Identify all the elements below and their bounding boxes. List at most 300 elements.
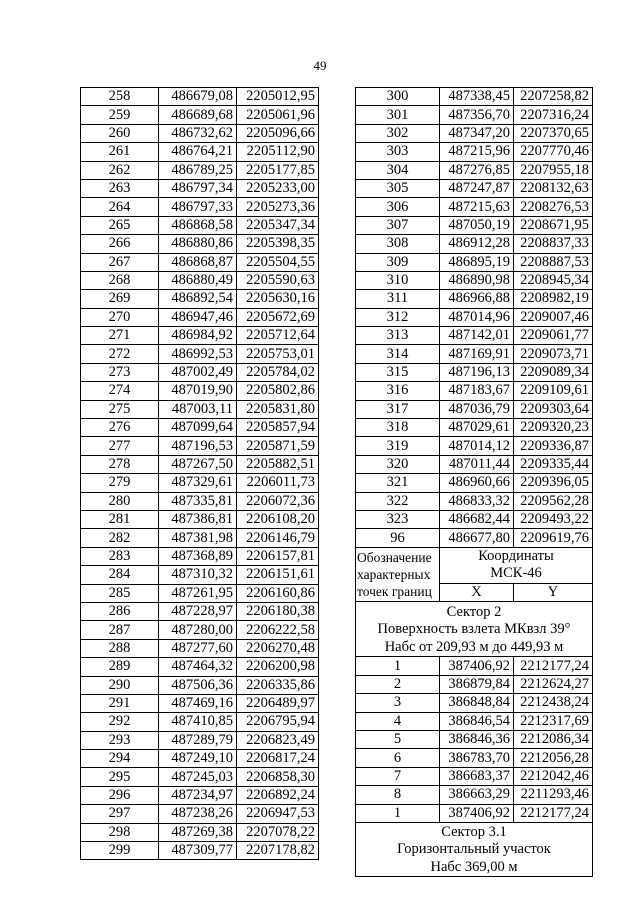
table-row — [356, 437, 593, 455]
table-row — [81, 363, 319, 381]
coord-y: 2209109,61 — [514, 382, 593, 400]
coord-y: 2208276,53 — [514, 198, 593, 216]
header-label-line3: точек границ — [357, 583, 432, 599]
table-row — [81, 584, 319, 602]
coord-y: 2205177,85 — [237, 161, 319, 179]
coord-x: 486677,80 — [440, 529, 514, 547]
table-row — [81, 290, 319, 308]
point-number: 260 — [81, 124, 159, 142]
point-number: 274 — [81, 382, 159, 400]
coord-x: 487277,60 — [159, 639, 237, 657]
coord-y: 2206108,20 — [237, 510, 319, 528]
coord-x: 487002,49 — [159, 363, 237, 381]
point-number: 322 — [356, 492, 440, 510]
point-number: 314 — [356, 345, 440, 363]
table-row — [356, 271, 593, 289]
point-number: 305 — [356, 179, 440, 197]
coord-y: 2206157,81 — [237, 547, 319, 565]
coord-x: 386848,84 — [440, 694, 514, 712]
coord-x: 487469,16 — [159, 694, 237, 712]
coord-x: 387406,92 — [440, 804, 514, 822]
point-number: 285 — [81, 584, 159, 602]
coord-x: 487238,26 — [159, 805, 237, 823]
coord-x: 486689,68 — [159, 106, 237, 124]
table-row — [81, 88, 319, 106]
col-x-header: X — [440, 583, 514, 601]
coord-x: 486880,49 — [159, 271, 237, 289]
coord-x: 487215,63 — [440, 198, 514, 216]
point-number: 269 — [81, 290, 159, 308]
coord-y: 2211293,46 — [514, 786, 593, 804]
coord-x: 487142,01 — [440, 327, 514, 345]
table-row — [81, 308, 319, 326]
coord-y: 2207770,46 — [514, 143, 593, 161]
table-row — [356, 345, 593, 363]
coord-y: 2207258,82 — [514, 88, 593, 106]
point-number: 283 — [81, 547, 159, 565]
coord-x: 386683,37 — [440, 767, 514, 785]
sector-2-title-row — [356, 601, 593, 657]
table-row — [356, 363, 593, 381]
table-row — [356, 786, 593, 804]
point-number: 292 — [81, 713, 159, 731]
coord-y: 2205871,59 — [237, 437, 319, 455]
table-row — [356, 510, 593, 528]
table-row — [81, 179, 319, 197]
table-row — [81, 198, 319, 216]
coord-y: 2206335,86 — [237, 676, 319, 694]
point-number: 281 — [81, 510, 159, 528]
table-row — [81, 786, 319, 804]
point-number: 295 — [81, 768, 159, 786]
coord-y: 2206270,48 — [237, 639, 319, 657]
coord-y: 2206947,53 — [237, 805, 319, 823]
table-row — [356, 216, 593, 234]
coord-y: 2206817,24 — [237, 750, 319, 768]
coord-y: 2207178,82 — [237, 842, 319, 860]
coord-x: 386879,84 — [440, 675, 514, 693]
coord-x: 486682,44 — [440, 510, 514, 528]
table-row — [81, 529, 319, 547]
point-number: 306 — [356, 198, 440, 216]
point-number: 3 — [356, 694, 440, 712]
point-number: 262 — [81, 161, 159, 179]
coord-x: 487050,19 — [440, 216, 514, 234]
coord-y: 2209493,22 — [514, 510, 593, 528]
coord-x: 487269,38 — [159, 823, 237, 841]
table-row — [81, 694, 319, 712]
coord-x: 487029,61 — [440, 419, 514, 437]
coord-y: 2209061,77 — [514, 327, 593, 345]
point-number: 288 — [81, 639, 159, 657]
point-number: 309 — [356, 253, 440, 271]
coord-x: 486895,19 — [440, 253, 514, 271]
point-number: 265 — [81, 216, 159, 234]
coord-x: 487019,90 — [159, 382, 237, 400]
coord-y: 2207078,22 — [237, 823, 319, 841]
sector-3-1-surface: Горизонтальный участок — [397, 841, 551, 858]
coord-x: 486960,66 — [440, 474, 514, 492]
point-number: 267 — [81, 253, 159, 271]
table-row — [81, 253, 319, 271]
table-row — [81, 713, 319, 731]
coord-x: 487410,85 — [159, 713, 237, 731]
coord-x: 486679,08 — [159, 88, 237, 106]
point-number: 1 — [356, 657, 440, 675]
coord-y: 2205882,51 — [237, 455, 319, 473]
coord-x: 487249,10 — [159, 750, 237, 768]
coord-y: 2205347,34 — [237, 216, 319, 234]
sector-3-1-title-row — [356, 822, 593, 877]
point-number: 302 — [356, 124, 440, 142]
point-number: 301 — [356, 106, 440, 124]
header-label-line1: Обозначение — [357, 549, 432, 565]
coord-x: 487335,81 — [159, 492, 237, 510]
coord-x: 487381,98 — [159, 529, 237, 547]
point-number: 321 — [356, 474, 440, 492]
table-row — [81, 474, 319, 492]
table-row — [356, 804, 593, 822]
point-number: 276 — [81, 419, 159, 437]
point-number: 299 — [81, 842, 159, 860]
coord-x: 386783,70 — [440, 749, 514, 767]
point-number: 290 — [81, 676, 159, 694]
point-number: 277 — [81, 437, 159, 455]
col-y-header: Y — [514, 583, 593, 601]
header-row — [356, 547, 593, 565]
coord-y: 2208837,33 — [514, 235, 593, 253]
coord-y: 2205784,02 — [237, 363, 319, 381]
coord-x: 487014,12 — [440, 437, 514, 455]
table-row — [356, 308, 593, 326]
coord-y: 2206795,94 — [237, 713, 319, 731]
coord-x: 487234,97 — [159, 786, 237, 804]
coord-x: 487506,36 — [159, 676, 237, 694]
coord-y: 2205233,00 — [237, 179, 319, 197]
coords-header: Координаты — [440, 547, 593, 565]
coord-x: 487280,00 — [159, 621, 237, 639]
coord-y: 2205802,86 — [237, 382, 319, 400]
point-number: 259 — [81, 106, 159, 124]
point-number: 284 — [81, 566, 159, 584]
table-row — [81, 750, 319, 768]
coord-y: 2206823,49 — [237, 731, 319, 749]
point-number: 263 — [81, 179, 159, 197]
coord-x: 487368,89 — [159, 547, 237, 565]
coord-y: 2209007,46 — [514, 308, 593, 326]
table-row — [81, 639, 319, 657]
coord-x: 487261,95 — [159, 584, 237, 602]
point-number: 300 — [356, 88, 440, 106]
coord-y: 2205712,64 — [237, 327, 319, 345]
table-row — [356, 492, 593, 510]
table-row — [356, 161, 593, 179]
sector-3-1-title — [356, 822, 593, 877]
point-number: 298 — [81, 823, 159, 841]
coord-x: 487267,50 — [159, 455, 237, 473]
coord-x: 486912,28 — [440, 235, 514, 253]
coord-y: 2209320,23 — [514, 419, 593, 437]
coord-y: 2205672,69 — [237, 308, 319, 326]
sector-2-title — [356, 601, 593, 657]
table-row — [81, 621, 319, 639]
table-row — [81, 106, 319, 124]
point-number: 275 — [81, 400, 159, 418]
coord-y: 2207370,65 — [514, 124, 593, 142]
table-row — [356, 88, 593, 106]
table-row — [356, 124, 593, 142]
coord-x: 487247,87 — [440, 179, 514, 197]
table-row — [81, 124, 319, 142]
table-row — [356, 455, 593, 473]
coord-x: 487228,97 — [159, 602, 237, 620]
point-number: 271 — [81, 327, 159, 345]
coord-x: 486984,92 — [159, 327, 237, 345]
table-row — [81, 768, 319, 786]
point-number: 310 — [356, 271, 440, 289]
coord-y: 2205061,96 — [237, 106, 319, 124]
coord-y: 2207316,24 — [514, 106, 593, 124]
coord-y: 2205112,90 — [237, 143, 319, 161]
coord-x: 486732,62 — [159, 124, 237, 142]
table-row — [81, 216, 319, 234]
point-number: 318 — [356, 419, 440, 437]
coord-y: 2206858,30 — [237, 768, 319, 786]
point-number: 319 — [356, 437, 440, 455]
point-number: 266 — [81, 235, 159, 253]
coords-system: МСК-46 — [440, 565, 593, 583]
point-number: 261 — [81, 143, 159, 161]
table-row — [356, 675, 593, 693]
coord-y: 2209396,05 — [514, 474, 593, 492]
coord-y: 2209303,64 — [514, 400, 593, 418]
coord-y: 2206160,86 — [237, 584, 319, 602]
point-number: 4 — [356, 712, 440, 730]
coord-y: 2209562,28 — [514, 492, 593, 510]
coord-x: 486868,87 — [159, 253, 237, 271]
table-row — [81, 676, 319, 694]
coord-x: 486797,34 — [159, 179, 237, 197]
coord-y: 2212177,24 — [514, 657, 593, 675]
point-label-header — [356, 547, 440, 601]
coord-y: 2209619,76 — [514, 529, 593, 547]
coord-y: 2205857,94 — [237, 419, 319, 437]
coord-x: 487347,20 — [440, 124, 514, 142]
coord-y: 2205753,01 — [237, 345, 319, 363]
sector-3-1-name: Сектор 3.1 — [441, 823, 507, 840]
table-row — [356, 657, 593, 675]
coord-y: 2212042,46 — [514, 767, 593, 785]
table-row — [356, 731, 593, 749]
coord-x: 486880,86 — [159, 235, 237, 253]
table-row — [81, 547, 319, 565]
coord-y: 2212317,69 — [514, 712, 593, 730]
coord-y: 2206011,73 — [237, 474, 319, 492]
table-row — [81, 658, 319, 676]
point-number: 8 — [356, 786, 440, 804]
coord-y: 2205273,36 — [237, 198, 319, 216]
coord-x: 486764,21 — [159, 143, 237, 161]
coord-y: 2212624,27 — [514, 675, 593, 693]
coord-y: 2205398,35 — [237, 235, 319, 253]
coord-y: 2205504,55 — [237, 253, 319, 271]
coord-y: 2208945,34 — [514, 271, 593, 289]
coord-y: 2206180,38 — [237, 602, 319, 620]
coord-y: 2206200,98 — [237, 658, 319, 676]
page-number: 49 — [313, 58, 327, 73]
point-number: 278 — [81, 455, 159, 473]
table-row — [356, 106, 593, 124]
table-row — [81, 400, 319, 418]
point-number: 316 — [356, 382, 440, 400]
point-number: 315 — [356, 363, 440, 381]
coord-y: 2206892,24 — [237, 786, 319, 804]
point-number: 297 — [81, 805, 159, 823]
point-number: 307 — [356, 216, 440, 234]
coord-y: 2206151,61 — [237, 566, 319, 584]
coord-y: 2212177,24 — [514, 804, 593, 822]
coord-y: 2205831,80 — [237, 400, 319, 418]
table-row — [81, 510, 319, 528]
point-number: 317 — [356, 400, 440, 418]
coord-x: 487356,70 — [440, 106, 514, 124]
coord-y: 2205012,95 — [237, 88, 319, 106]
coord-y: 2206222,58 — [237, 621, 319, 639]
coord-y: 2206489,97 — [237, 694, 319, 712]
table-row — [81, 455, 319, 473]
coord-y: 2212056,28 — [514, 749, 593, 767]
point-number: 323 — [356, 510, 440, 528]
coord-x: 487014,96 — [440, 308, 514, 326]
coord-x: 386846,36 — [440, 731, 514, 749]
coord-y: 2209335,44 — [514, 455, 593, 473]
point-number: 286 — [81, 602, 159, 620]
table-row — [81, 419, 319, 437]
sector-3-1-height: Набс 369,00 м — [430, 858, 518, 875]
point-number: 296 — [81, 786, 159, 804]
coord-x: 386846,54 — [440, 712, 514, 730]
coord-x: 487215,96 — [440, 143, 514, 161]
table-row — [81, 823, 319, 841]
coord-x: 487329,61 — [159, 474, 237, 492]
coord-y: 2208671,95 — [514, 216, 593, 234]
coord-y: 2205590,63 — [237, 271, 319, 289]
coord-x: 487196,53 — [159, 437, 237, 455]
coord-x: 486966,88 — [440, 290, 514, 308]
coord-y: 2207955,18 — [514, 161, 593, 179]
coord-y: 2206072,36 — [237, 492, 319, 510]
table-row — [356, 143, 593, 161]
point-number: 311 — [356, 290, 440, 308]
coord-x: 487036,79 — [440, 400, 514, 418]
coord-y: 2209336,87 — [514, 437, 593, 455]
coord-x: 487196,13 — [440, 363, 514, 381]
point-number: 291 — [81, 694, 159, 712]
coord-y: 2205630,16 — [237, 290, 319, 308]
coord-x: 487245,03 — [159, 768, 237, 786]
table-row — [356, 749, 593, 767]
coord-x: 487169,91 — [440, 345, 514, 363]
header-label-line2: характерных — [357, 566, 431, 582]
point-number: 6 — [356, 749, 440, 767]
coord-x: 487099,64 — [159, 419, 237, 437]
point-number: 279 — [81, 474, 159, 492]
point-number: 320 — [356, 455, 440, 473]
coord-y: 2212438,24 — [514, 694, 593, 712]
table-row — [356, 382, 593, 400]
coord-x: 486789,25 — [159, 161, 237, 179]
point-number: 304 — [356, 161, 440, 179]
coord-y: 2208132,63 — [514, 179, 593, 197]
point-number: 273 — [81, 363, 159, 381]
table-row — [356, 198, 593, 216]
table-row — [81, 327, 319, 345]
coord-y: 2208982,19 — [514, 290, 593, 308]
coord-y: 2209073,71 — [514, 345, 593, 363]
coord-y: 2205096,66 — [237, 124, 319, 142]
coord-x: 487310,32 — [159, 566, 237, 584]
table-row — [356, 694, 593, 712]
table-row — [356, 253, 593, 271]
coord-x: 487276,85 — [440, 161, 514, 179]
point-number: 294 — [81, 750, 159, 768]
coord-x: 486797,33 — [159, 198, 237, 216]
table-row — [81, 345, 319, 363]
coord-x: 487011,44 — [440, 455, 514, 473]
table-row — [356, 529, 593, 547]
point-number: 293 — [81, 731, 159, 749]
coord-x: 486868,58 — [159, 216, 237, 234]
point-number: 272 — [81, 345, 159, 363]
table-row — [356, 712, 593, 730]
point-number: 264 — [81, 198, 159, 216]
table-row — [356, 290, 593, 308]
coord-x: 487309,77 — [159, 842, 237, 860]
point-number: 303 — [356, 143, 440, 161]
table-row — [81, 161, 319, 179]
table-row — [356, 400, 593, 418]
table-row — [356, 327, 593, 345]
coord-x: 387406,92 — [440, 657, 514, 675]
coord-x: 486947,46 — [159, 308, 237, 326]
point-number: 258 — [81, 88, 159, 106]
table-row — [356, 474, 593, 492]
sector-2-surface: Поверхность взлета МКвзл 39° — [377, 621, 571, 638]
coord-x: 486833,32 — [440, 492, 514, 510]
coord-x: 386663,29 — [440, 786, 514, 804]
left-coordinates-table — [80, 87, 319, 860]
sector-2-name: Сектор 2 — [446, 603, 502, 620]
coord-x: 487338,45 — [440, 88, 514, 106]
table-row — [81, 731, 319, 749]
point-number: 287 — [81, 621, 159, 639]
coord-y: 2209089,34 — [514, 363, 593, 381]
table-row — [81, 566, 319, 584]
table-row — [81, 602, 319, 620]
point-number: 1 — [356, 804, 440, 822]
coord-x: 487289,79 — [159, 731, 237, 749]
table-row — [81, 492, 319, 510]
coord-y: 2208887,53 — [514, 253, 593, 271]
table-row — [81, 143, 319, 161]
point-number: 5 — [356, 731, 440, 749]
right-coordinates-table — [355, 87, 593, 877]
table-row — [356, 767, 593, 785]
coord-x: 487386,81 — [159, 510, 237, 528]
table-row — [81, 271, 319, 289]
coord-x: 487003,11 — [159, 400, 237, 418]
point-number: 289 — [81, 658, 159, 676]
